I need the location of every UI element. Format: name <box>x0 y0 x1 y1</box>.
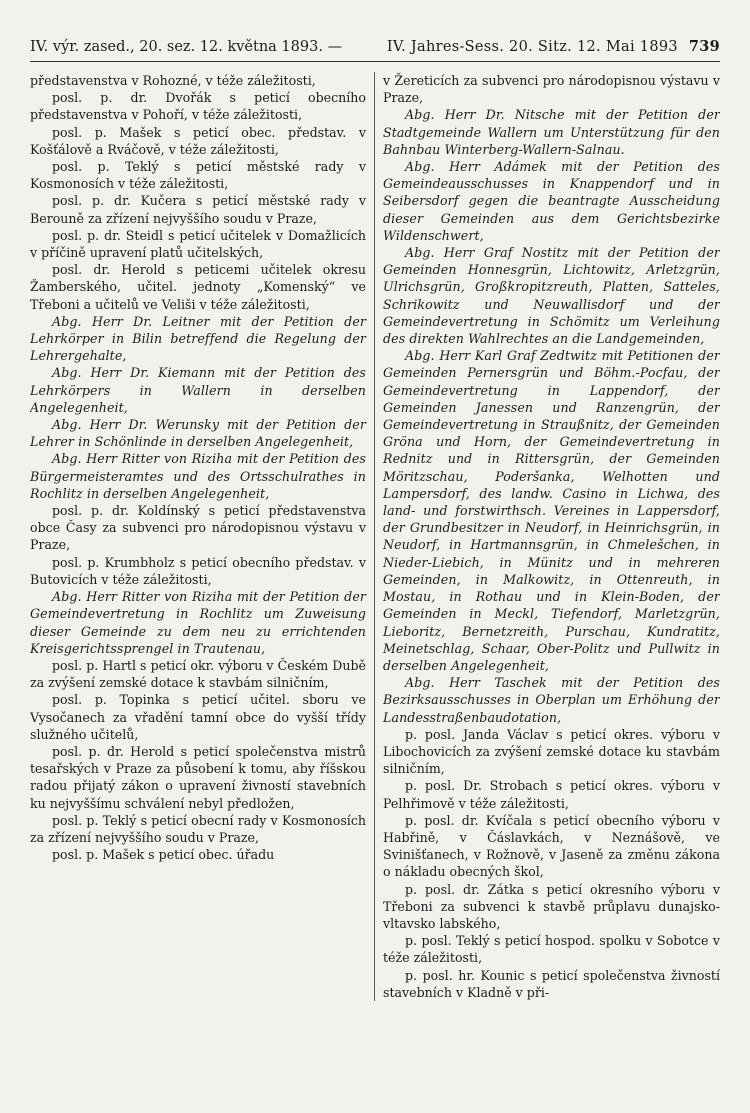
page-number: 739 <box>688 38 720 55</box>
paragraph: posl. p. Hartl s peticí okr. výboru v Českém Dubě za zvýšení zemské dotace k stavbám silničním, <box>30 657 366 691</box>
paragraph: posl. p. dr. Dvořák s peticí obecního představenstva v Pohoří, v téže záležitosti, <box>30 90 366 123</box>
paragraph: posl. p. dr. Kučera s peticí městské rady v Berouně za zřízení nejvyššího soudu v Praze, <box>30 193 366 226</box>
paragraph: Abg. Herr Dr. Leitner mit der Petition der Lehrkörper in Bilin betreffend die Regelung der Lehrergehalte, <box>30 313 366 364</box>
paragraph: posl. p. dr. Koldínský s peticí představenstva obce Časy za subvenci pro národopisnou výstavu v Praze, <box>30 503 366 553</box>
paragraph: Abg. Herr Dr. Nitsche mit der Petition der Stadtgemeinde Wallern um Unterstützung für den Bahnbau Winterberg-Wallern-Salnau. <box>383 107 720 157</box>
paragraph: p. posl. Janda Václav s peticí okres. výboru v Libochovicích za zvýšení zemské dotace ku stavbám silničním, <box>383 726 720 777</box>
paragraph: posl. dr. Herold s peticemi učitelek okresu Žamberského, učitel. jednoty „Komenský“ ve Třeboni a učitelů ve Veliši v téže záležitosti, <box>30 262 366 312</box>
paragraph: posl. p. Mašek s peticí obec. úřadu <box>52 847 275 863</box>
paragraph: p. posl. Dr. Strobach s peticí okres. výboru v Pelhřimově v téže záležitosti, <box>383 778 720 811</box>
paragraph: Abg. Herr Ritter von Riziha mit der Petition des Bürgermeisteramtes und des Ortsschulrathes in Rochlitz in derselben Angelegenheit, <box>30 451 366 501</box>
header-czech <box>30 39 342 55</box>
paragraph: Abg. Herr Dr. Werunsky mit der Petition der Lehrer in Schönlinde in derselben Angelegenheit, <box>30 417 366 450</box>
header-left-text: IV. výr. zased., 20. sez. 12. května 1893. <box>30 39 323 55</box>
header-right-text: IV. Jahres-Sess. 20. Sitz. 12. Mai 1893 <box>386 39 678 55</box>
paragraph: posl. p. dr. Steidl s peticí učitelek v Domažlicích v příčině upravení platů učitelských, <box>30 227 366 261</box>
paragraph: posl. p. Krumbholz s peticí obecního představ. v Butovicích v téže záležitosti, <box>30 554 366 587</box>
paragraph: Abg. Herr Taschek mit der Petition des Bezirksausschusses in Oberplan um Erhöhung der Landesstraßenbaudotation, <box>383 675 720 725</box>
paragraph: v Žereticích za subvenci pro národopisnou výstavu v Praze, <box>383 73 720 106</box>
paragraph: posl. p. dr. Herold s peticí společenstva mistrů tesařských v Praze za působení k tomu, aby říšskou radou přijatý zákon o upravení živností stavebních ku nejvyššímu schválení nebyl předložen, <box>30 743 366 811</box>
header-dash: — <box>327 39 343 55</box>
paragraph: Abg. Herr Ritter von Riziha mit der Petition der Gemeindevertretung in Rochlitz um Zuweisung dieser Gemeinde zu dem neu zu errichtenden Kreisgerichtssprengel in Trautenau, <box>30 589 366 656</box>
paragraph: Abg. Herr Graf Nostitz mit der Petition der Gemeinden Honnesgrün, Lichtowitz, Arletzgrün, Ulrichsgrün, Großkropitzreuth, Platten, Satteles, Schrikowitz und Neuwallisdorf und der Gemeindevertretung in Schömitz um Verleihung des direkten Wahlrechtes an die Landgemeinden, <box>383 245 720 347</box>
paragraph: p. posl. hr. Kounic s peticí společenstva živností stavebních v Kladně v při- <box>383 967 720 1000</box>
header-german <box>387 38 720 55</box>
paragraph: p. posl. Teklý s peticí hospod. spolku v Sobotce v téže záležitosti, <box>383 933 720 966</box>
paragraph: Abg. Herr Dr. Kiemann mit der Petition des Lehrkörpers in Wallern in derselben Angelegenheit, <box>30 365 366 415</box>
right-column <box>375 72 720 1001</box>
left-column <box>30 72 375 1001</box>
page-header <box>30 38 720 62</box>
paragraph: posl. p. Mašek s peticí obec. představ. v Košťálově a Rváčově, v téže záležitosti, <box>30 124 366 157</box>
paragraph: posl. p. Topinka s peticí učitel. sboru ve Vysočanech za vřadění tamní obce do vyšší třídy služného učitelů, <box>30 692 366 742</box>
paragraph: posl. p. Teklý s peticí městské rady v Kosmonosích v téže záležitosti, <box>30 159 366 192</box>
paragraph: Abg. Herr Adámek mit der Petition des Gemeindeausschusses in Knappendorf und in Seibersdorf gegen die beantragte Ausscheidung dieser Gemeinden aus dem Gerichtsbezirke Wildenschwert, <box>383 159 720 243</box>
paragraph: p. posl. dr. Kvíčala s peticí obecního výboru v Habřině, v Čáslavkách, v Neznášově, ve Svinišťanech, v Rožnově, v Jaseně za změnu zákona o nákladu obecných škol, <box>383 812 720 880</box>
text-columns <box>30 72 720 1001</box>
paragraph: posl. p. Teklý s peticí obecní rady v Kosmonosích za zřízení nejvyššího soudu v Praze, <box>30 812 366 845</box>
paragraph: p. posl. dr. Zátka s peticí okresního výboru v Třeboni za subvenci k stavbě průplavu dunajsko-vltavsko labského, <box>383 881 720 931</box>
paragraph: představenstva v Rohozné, v téže záležitosti, <box>30 73 316 88</box>
paragraph: Abg. Herr Karl Graf Zedtwitz mit Petitionen der Gemeinden Pernersgrün und Böhm.-Pocfau, der Gemeindevertretung in Lappendorf, der Gemeinden Janessen und Ranzengrün, der Gemeindevertretung in Straußnitz, der Gemeinden Gröna und Horn, der Gemeindevertretung in Rednitz und in Rittersgrün, der Gemeinden Möritzschau, Poderšanka, Welhotten und Lampersdorf, des landw. Casino in Lichwa, des land- und forstwirthsch. Vereines in Lappersdorf, der Grundbesitzer in Neudorf, in Heinrichsgrün, in Neudorf, in Hartmannsgrün, in Chmelešchen, in Nieder-Liebich, in Münitz und in mehreren Gemeinden, in Malkowitz, in Ottenreuth, in Mostau, in Rothau und in Klein-Boden, der Gemeinden in Meckl, Tiefendorf, Marletzgrün, Lieboritz, Bernetzreith, Purschau, Kundratitz, Meinetschlag, Schaar, Ober-Politz und Pullwitz in derselben Angelegenheit, <box>383 348 720 673</box>
